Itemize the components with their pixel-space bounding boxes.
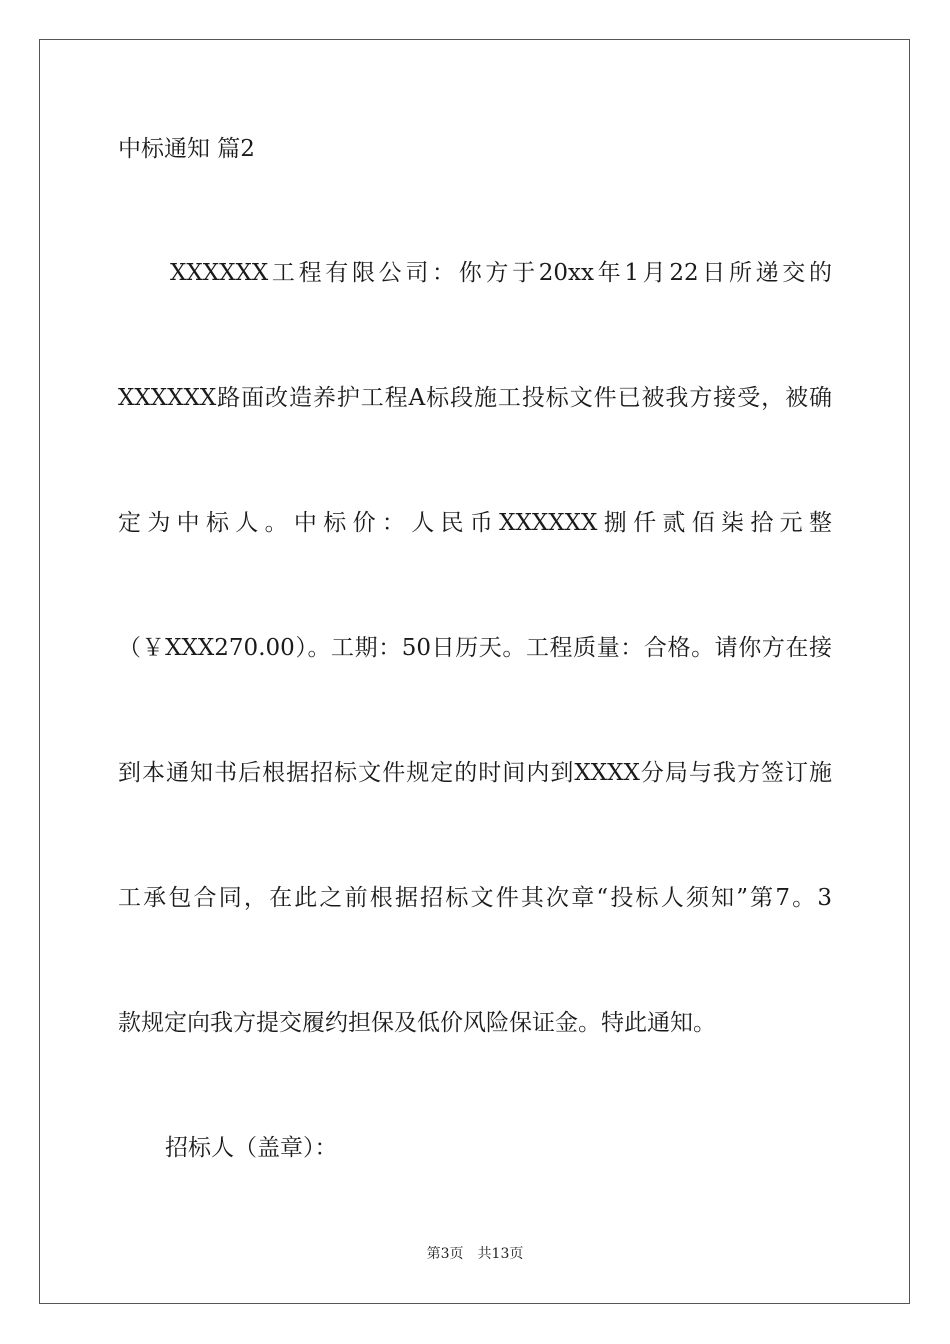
page-border: [39, 39, 910, 1304]
document-title: 中标通知 篇2: [118, 136, 255, 162]
paragraph-line-7: 款规定向我方提交履约担保及低价风险保证金。特此通知。: [118, 1010, 716, 1036]
paragraph-line-4: （￥XXX270.00）。工期：50日历天。工程质量：合格。请你方在接: [118, 635, 832, 661]
signer-label: 招标人（盖章）：: [165, 1135, 338, 1161]
paragraph-line-3: 定为中标人。中标价：人民币XXXXXX捌仟贰佰柒拾元整: [118, 510, 832, 536]
paragraph-line-5: 到本通知书后根据招标文件规定的时间内到XXXX分局与我方签订施: [118, 760, 832, 786]
paragraph-line-2: XXXXXX路面改造养护工程A标段施工投标文件已被我方接受，被确: [118, 385, 832, 411]
page-number-footer: 第3页 共13页: [426, 1246, 524, 1262]
paragraph-line-1: XXXXXX工程有限公司：你方于20xx年1月22日所递交的: [170, 260, 832, 286]
paragraph-line-6: 工承包合同，在此之前根据招标文件其次章“投标人须知”第7。3: [118, 885, 832, 911]
